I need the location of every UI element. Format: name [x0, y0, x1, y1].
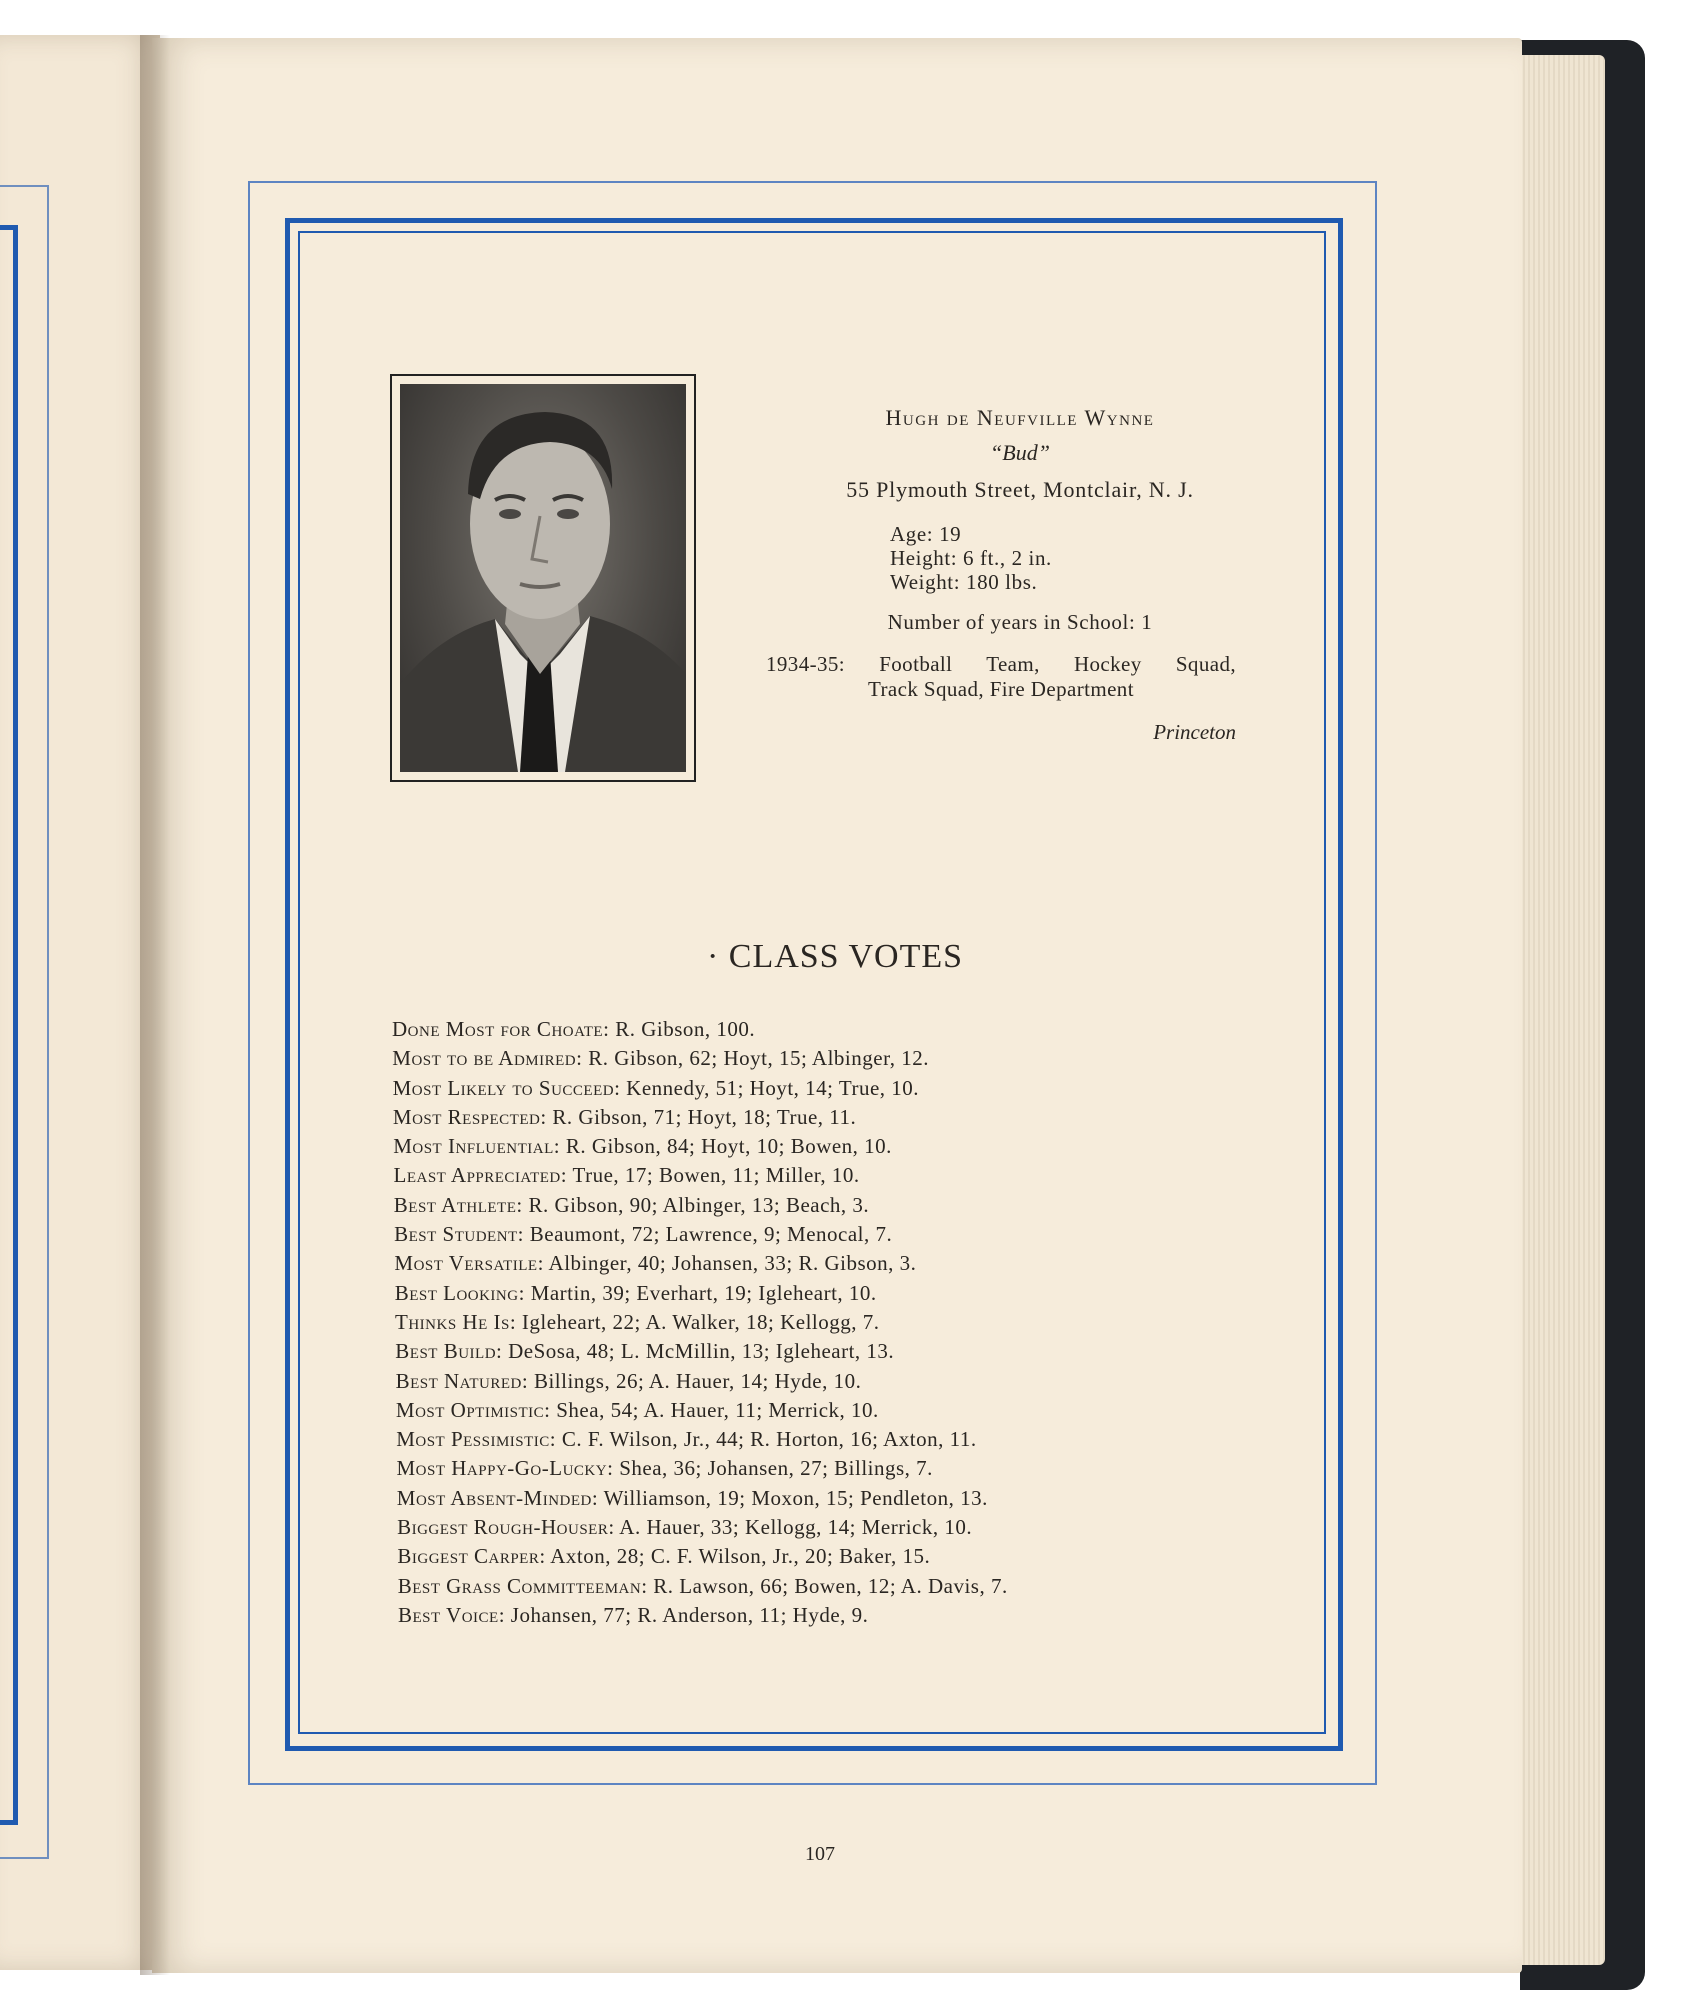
vote-category: Most Likely to Succeed:: [392, 1075, 621, 1100]
vote-category: Best Athlete:: [393, 1192, 523, 1217]
student-height: Height: 6 ft., 2 in.: [890, 546, 1052, 570]
vote-results: Williamson, 19; Moxon, 15; Pendleton, 13.: [603, 1485, 988, 1510]
vote-row: [392, 1337, 1252, 1366]
vote-category: Biggest Carper:: [397, 1544, 546, 1569]
vote-category: Most Respected:: [392, 1104, 547, 1129]
vote-category: Done Most for Choate:: [392, 1017, 610, 1041]
vote-results: Igleheart, 22; A. Walker, 18; Kellogg, 7.: [521, 1309, 880, 1334]
vote-category: Most Optimistic:: [395, 1397, 551, 1422]
vote-row: [392, 1132, 1252, 1161]
student-age: Age: 19: [890, 522, 962, 546]
vote-results: DeSosa, 48; L. McMillin, 13; Igleheart, 13.: [508, 1339, 895, 1364]
vote-category: Most Influential:: [393, 1134, 561, 1159]
left-page-frame-inner: [0, 225, 18, 1825]
vote-row: [392, 1513, 1252, 1542]
vote-category: Least Appreciated:: [393, 1163, 568, 1188]
vote-category: Most Versatile:: [394, 1251, 544, 1276]
vote-results: R. Gibson, 84; Hoyt, 10; Bowen, 10.: [565, 1134, 892, 1159]
vote-results: True, 17; Bowen, 11; Miller, 10.: [572, 1163, 860, 1188]
left-page: [0, 35, 160, 1970]
vote-category: Most Happy-Go-Lucky:: [396, 1456, 614, 1481]
student-stats: [890, 522, 1052, 594]
vote-results: Billings, 26; A. Hauer, 14; Hyde, 10.: [533, 1368, 862, 1393]
vote-category: Most to be Admired:: [392, 1046, 583, 1071]
student-nickname: “Bud”: [990, 440, 1050, 465]
vote-row: [392, 1454, 1252, 1483]
vote-results: Axton, 28; C. F. Wilson, Jr., 20; Baker, 15.: [550, 1544, 931, 1569]
page-number: 107: [805, 1843, 835, 1865]
vote-row: [392, 1249, 1252, 1278]
vote-row: [392, 1220, 1252, 1249]
vote-row: [392, 1103, 1252, 1132]
vote-row: [392, 1074, 1252, 1103]
vote-row: [392, 1015, 1252, 1044]
vote-row: [392, 1279, 1252, 1308]
vote-category: Best Natured:: [395, 1368, 529, 1393]
vote-row: [392, 1572, 1252, 1601]
vote-results: R. Gibson, 62; Hoyt, 15; Albinger, 12.: [588, 1046, 929, 1071]
vote-row: [392, 1601, 1252, 1630]
vote-results: Shea, 36; Johansen, 27; Billings, 7.: [619, 1456, 933, 1481]
vote-results: Albinger, 40; Johansen, 33; R. Gibson, 3.: [548, 1251, 917, 1276]
vote-row: [392, 1191, 1252, 1220]
student-weight: Weight: 180 lbs.: [890, 570, 1038, 594]
vote-results: Kennedy, 51; Hoyt, 14; True, 10.: [626, 1075, 920, 1100]
vote-category: Best Student:: [394, 1222, 525, 1247]
portrait-photo-frame: [390, 374, 696, 782]
vote-results: R. Gibson, 100.: [615, 1017, 756, 1041]
vote-category: Best Grass Committeeman:: [397, 1573, 648, 1598]
portrait-illustration: [400, 384, 686, 772]
vote-category: Thinks He Is:: [395, 1309, 517, 1334]
activities-line-1: 1934-35: Football Team, Hockey Squad,: [766, 652, 1236, 676]
vote-results: R. Gibson, 71; Hoyt, 18; True, 11.: [552, 1104, 857, 1129]
vote-category: Best Voice:: [398, 1602, 506, 1627]
vote-results: R. Gibson, 90; Albinger, 13; Beach, 3.: [528, 1192, 870, 1217]
vote-results: Shea, 54; A. Hauer, 11; Merrick, 10.: [556, 1397, 879, 1422]
class-votes-title: · CLASS VOTES: [706, 938, 964, 975]
vote-category: Biggest Rough-Houser:: [397, 1515, 615, 1540]
vote-row: [392, 1367, 1252, 1396]
gutter-shadow: [140, 35, 170, 1975]
vote-category: Best Build:: [395, 1339, 503, 1364]
activities-line-2: Track Squad, Fire Department: [868, 677, 1134, 701]
vote-row: [392, 1396, 1252, 1425]
vote-category: Most Pessimistic:: [396, 1427, 557, 1452]
vote-row: [392, 1425, 1252, 1454]
student-address: 55 Plymouth Street, Montclair, N. J.: [846, 477, 1194, 502]
vote-category: Best Looking:: [394, 1280, 525, 1305]
vote-results: Johansen, 77; R. Anderson, 11; Hyde, 9.: [510, 1602, 869, 1627]
vote-results: Martin, 39; Everhart, 19; Igleheart, 10.: [530, 1280, 877, 1305]
vote-row: [392, 1044, 1252, 1073]
vote-row: [392, 1308, 1252, 1337]
vote-category: Most Absent-Minded:: [396, 1485, 599, 1510]
years-in-school: Number of years in School: 1: [887, 610, 1153, 634]
vote-results: R. Lawson, 66; Bowen, 12; A. Davis, 7.: [653, 1573, 1008, 1598]
vote-row: [392, 1161, 1252, 1190]
vote-results: A. Hauer, 33; Kellogg, 14; Merrick, 10.: [619, 1515, 973, 1540]
class-votes-list: [392, 1015, 1252, 1630]
portrait-photo: [400, 384, 686, 772]
vote-row: [392, 1484, 1252, 1513]
vote-results: C. F. Wilson, Jr., 44; R. Horton, 16; Axton, 11.: [561, 1427, 977, 1452]
vote-results: Beaumont, 72; Lawrence, 9; Menocal, 7.: [529, 1222, 893, 1247]
college-name: Princeton: [1153, 720, 1236, 744]
vote-row: [392, 1542, 1252, 1571]
student-name: Hugh de Neufville Wynne: [885, 405, 1155, 430]
